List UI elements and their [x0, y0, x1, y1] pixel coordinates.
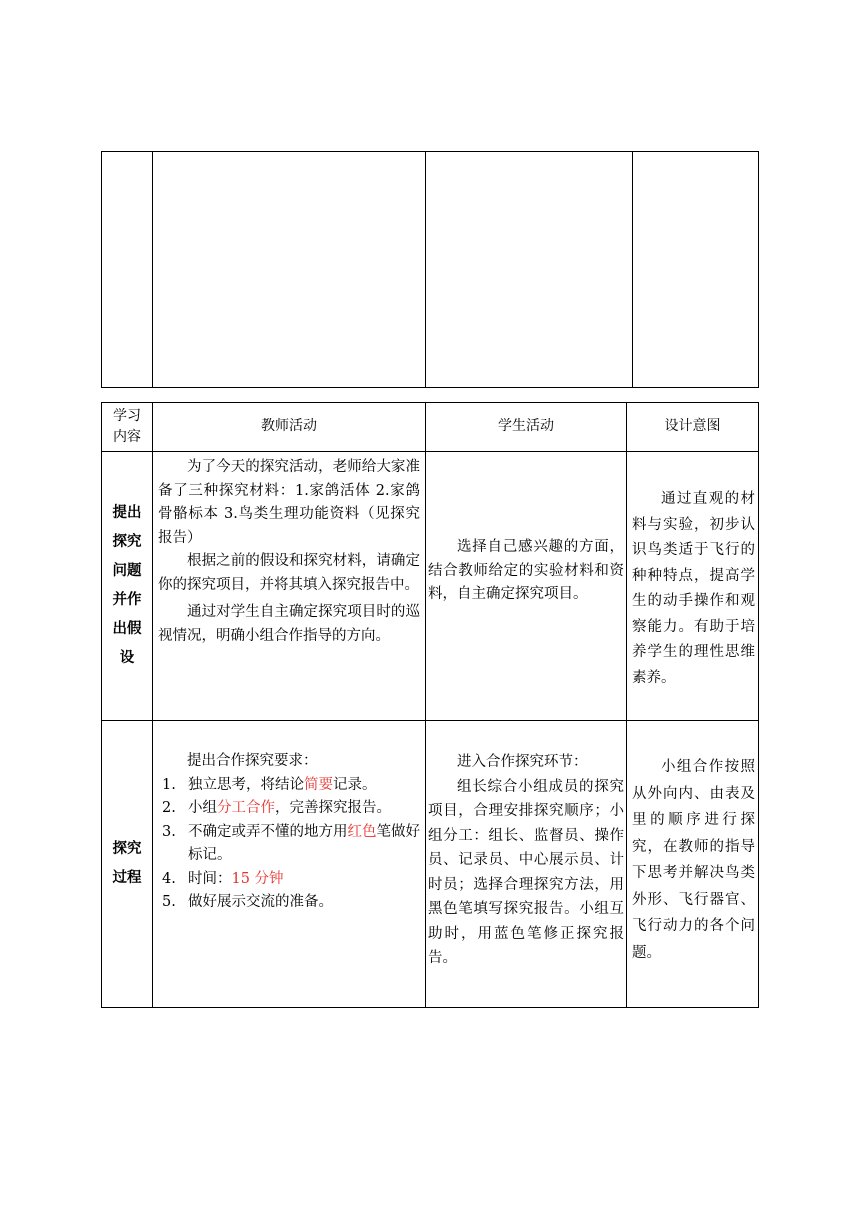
row2-label: 探究 过程 [112, 841, 142, 886]
requirements-intro: 提出合作探究要求： [187, 753, 318, 769]
header-student-activity: 学生活动 [498, 418, 554, 435]
empty-top-table [101, 151, 759, 388]
row2-student-activity: 进入合作探究环节： 组长综合小组成员的探究项目，合理安排探究顺序；小组分工：组长、监督员、操作员、记录员、中心展示员、计时员；选择合理探究方法，用黑色笔填写探究报告。小组互助时，用蓝色笔修正探究报告。 [428, 754, 624, 966]
requirement-item: 3. 不确定或弄不懂的地方用红色笔做好标记。 [162, 823, 420, 863]
row1-design-intent: 通过直观的材料与实验，初步认识鸟类适于飞行的种种特点，提高学生的动手操作和观察能力。有助于培养学生的理性思维素养。 [632, 491, 755, 686]
row2-design-intent: 小组合作按照从外向内、由表及里的顺序进行探究，在教师的指导下思考并解决鸟类外形、飞行器官、飞行动力的各个问题。 [632, 759, 755, 961]
row2-teacher-activity [153, 750, 425, 915]
row1-student-activity: 选择自己感兴趣的方面，结合教师给定的实验材料和资料，自主确定探究项目。 [428, 539, 624, 602]
requirement-item: 1. 独立思考，将结论简要记录。 [162, 776, 377, 793]
requirement-item: 2. 小组分工合作，完善探究报告。 [162, 800, 391, 816]
requirement-item: 4. 时间：15 分钟 [162, 870, 284, 887]
requirement-item: 5. 做好展示交流的准备。 [162, 894, 333, 910]
teacher-project-paragraph: 根据之前的假设和探究材料，请确定你的探究项目，并将其填入探究报告中。 [158, 553, 420, 593]
header-teacher-activity: 教师活动 [261, 418, 317, 435]
teacher-materials-paragraph: 为了今天的探究活动，老师给大家准备了三种探究材料：1.家鸽活体 2.家鸽骨骼标本 3.鸟类生理功能资料（见探究报告） [158, 459, 420, 546]
lesson-plan-table [101, 402, 759, 1008]
header-learning-content: 学习 内容 [113, 408, 141, 445]
header-design-intent: 设计意图 [664, 418, 721, 435]
row1-teacher-activity [153, 456, 425, 648]
row1-label: 提出 探究 问题 并作 出假 设 [112, 505, 142, 666]
teacher-guidance-paragraph: 通过对学生自主确定探究项目时的巡视情况，明确小组合作指导的方向。 [158, 604, 420, 644]
